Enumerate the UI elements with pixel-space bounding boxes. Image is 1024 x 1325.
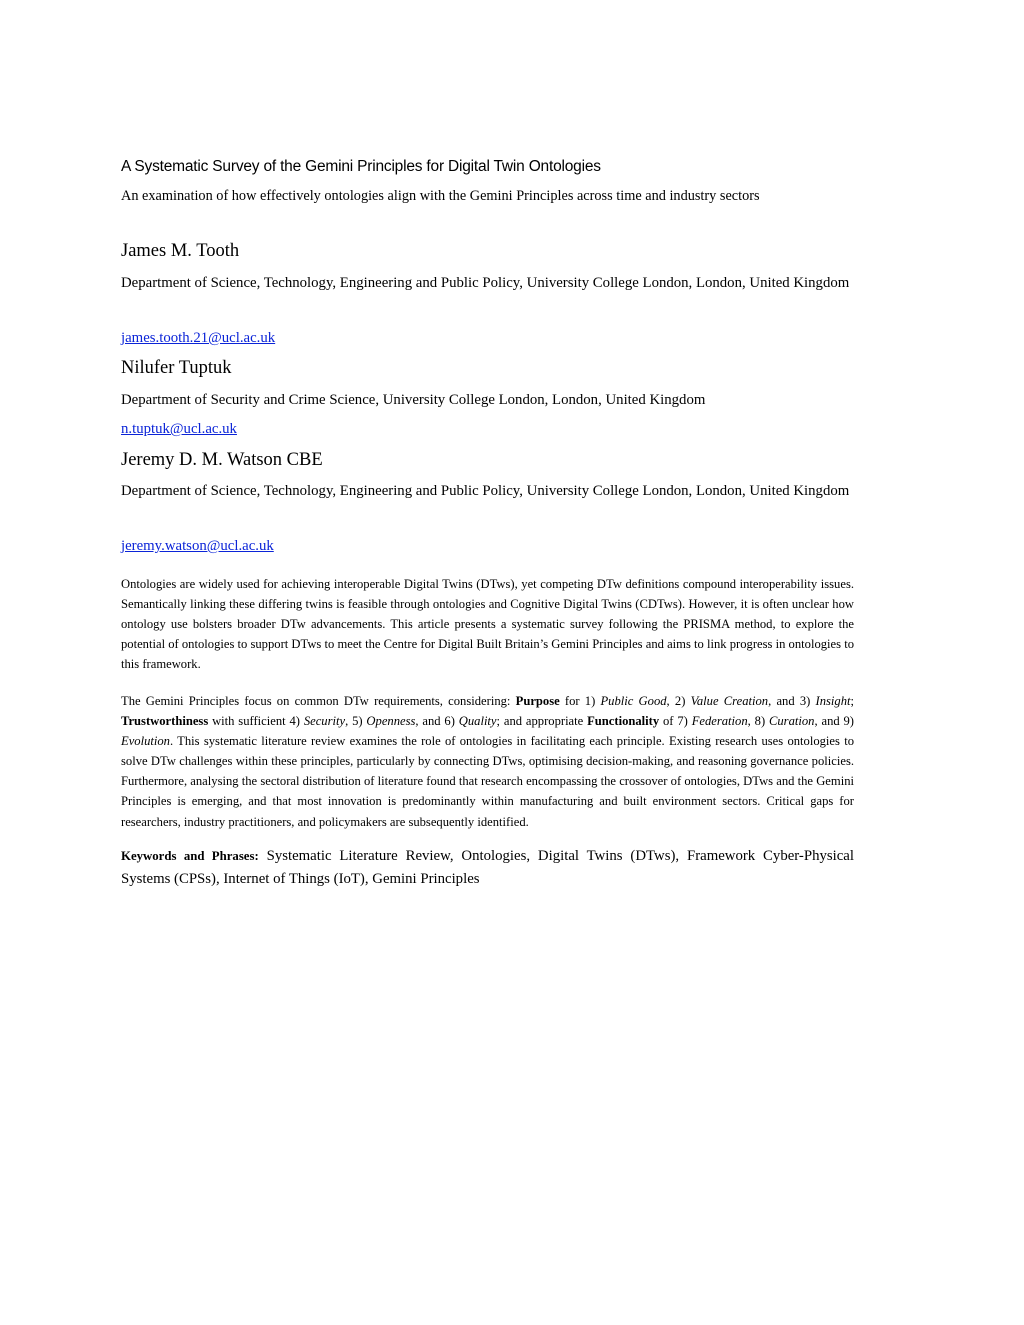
author-name: Nilufer Tuptuk [121, 358, 232, 378]
abstract-paragraph-2: The Gemini Principles focus on common DTw requirements, considering: Purpose for 1) Public Good, 2) Value Creation, and 3) Insight; Trustworthiness with sufficient 4) Security, 5) Openness, and 6) Quality; and appropriate Functionality of 7) Federation, 8) Curation, and 9) Evolution. This systematic literature review examines the role of ontologies in facilitating each principle. Existing research uses ontologies to solve DTw challenges within these principles, particularly by connecting DTws, optimising decision-making, and reasoning governance policies. Furthermore, analysing the sectoral distribution of literature found that research encompassing the crossover of ontologies, DTws and the Gemini Principles is emerging, and that most innovation is predominantly within manufacturing and built environment sectors. Critical gaps for researchers, industry practitioners, and policymakers are subsequently identified. [121, 694, 854, 829]
keywords-label: Keywords and Phrases: [121, 849, 259, 863]
principle-openness: Openness [366, 714, 416, 729]
principle-evolution: Evolution [121, 734, 170, 749]
principle-purpose: Purpose [515, 694, 560, 708]
principle-trustworthiness: Trustworthiness [121, 714, 209, 729]
abstract-paragraph-1: Ontologies are widely used for achieving interoperable Digital Twins (DTws), yet competing DTw definitions compound interoperability issues. Semantically linking these differing twins is feasible through ontologies and Cognitive Digital Twins (CDTws). However, it is often unclear how ontology use bolsters broader DTw advancements. This article presents a systematic survey following the PRISMA method, to explore the potential of ontologies to support DTws to meet the Centre for Digital Built Britain’s Gemini Principles and aims to link progress in ontologies to this framework. [121, 577, 854, 672]
keywords-text: Systematic Literature Review, Ontologies, Digital Twins (DTws), Framework Cyber-Physical Systems (CPSs), Internet of Things (IoT), Gemini Principles [121, 848, 854, 887]
keywords [121, 845, 854, 890]
principle-security: Security [303, 714, 346, 729]
author-name: James M. Tooth [121, 241, 240, 261]
principle-quality: Quality [458, 714, 497, 729]
author-affiliation: Department of Science, Technology, Engineering and Public Policy, University College London, London, United Kingdom [121, 275, 850, 291]
author-email-link[interactable]: james.tooth.21@ucl.ac.uk [121, 330, 276, 346]
author-email-link[interactable]: jeremy.watson@ucl.ac.uk [121, 538, 274, 554]
author-affiliation: Department of Security and Crime Science, University College London, London, United Kingdom [121, 392, 706, 408]
paper-subtitle: An examination of how effectively ontologies align with the Gemini Principles across time and industry sectors [121, 188, 760, 204]
principle-public-good: Public Good [600, 694, 667, 708]
principle-value-creation: Value Creation [690, 694, 769, 708]
author-email-link[interactable]: n.tuptuk@ucl.ac.uk [121, 421, 237, 437]
author-affiliation: Department of Science, Technology, Engineering and Public Policy, University College London, London, United Kingdom [121, 483, 850, 499]
paper-title: A Systematic Survey of the Gemini Principles for Digital Twin Ontologies [121, 158, 601, 175]
principle-insight: Insight [815, 694, 851, 708]
principle-functionality: Functionality [587, 714, 660, 729]
principle-curation: Curation [768, 714, 815, 729]
author-name: Jeremy D. M. Watson CBE [121, 450, 323, 470]
principle-federation: Federation [691, 714, 748, 729]
